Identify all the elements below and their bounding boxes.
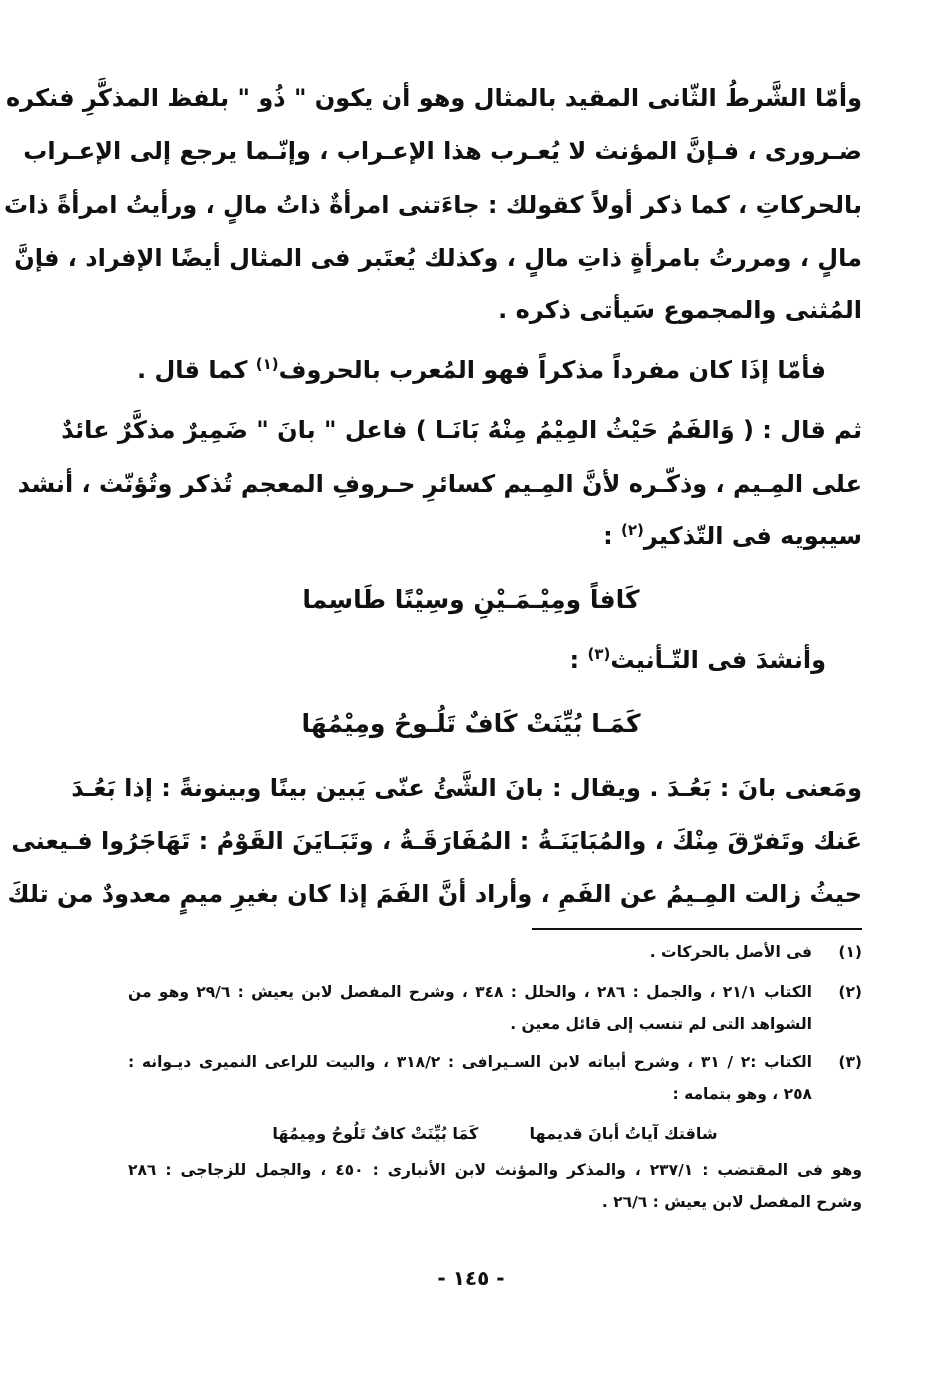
poem-verse: كَمَـا بُيِّنَتْ كَافٌ تَلُـوحُ ومِيْمُهَا	[301, 709, 641, 738]
footnote-text: ٢٥٨ ، وهو بتمامه :	[672, 1085, 812, 1103]
footnote-number: (٢)	[838, 983, 862, 1001]
body-line: وأمّا الشَّرطُ الثّانى المقيد بالمثال وهو أن يكون " ذُو " بلفظ المذكَّرِ فنكره	[6, 84, 862, 112]
body-line: على المِـيم ، وذكّـره لأنَّ المِـيم كسائرِ حـروفِ المعجم تُذكر وتُؤنّث ، أنشد	[17, 470, 862, 498]
footnote-verse	[128, 1120, 862, 1148]
footnote-text: فى الأصل بالحركات .	[649, 943, 812, 961]
footnote-number: (٣)	[838, 1053, 862, 1071]
body-text: :	[603, 522, 622, 550]
body-line: حيثُ زالت المِـيمُ عن الفَمِ ، وأراد أنَّ الفَمَ إذا كان بغيرِ ميمٍ معدودٌ من تلكَ	[7, 880, 862, 908]
body-text: كما قال .	[136, 356, 256, 384]
page-number: - ١٤٥ -	[437, 1266, 505, 1290]
footnote-divider	[532, 928, 862, 930]
body-text: سيبويه فى التّذكير	[643, 522, 862, 550]
footnote-text: الكتاب ٢١/١ ، والجمل : ٢٨٦ ، والحلل : ٣٤٨ ، وشرح المفصل لابن يعيش : ٢٩/٦ وهو من	[128, 983, 812, 1001]
footnote-ref: (١)	[255, 355, 279, 373]
body-line: عَنك وتَفرّقَ مِنْكَ ، والمُبَايَنَـةُ : المُفَارَقَـةُ ، وتَبَـايَنَ القَوْمُ : تَهَاجَرُوا فـيعنى	[11, 827, 862, 855]
body-line	[128, 518, 862, 554]
footnote-ref: (٣)	[587, 645, 611, 663]
body-line	[128, 352, 826, 388]
body-line: ضـرورى ، فـإنَّ المؤنث لا يُعـرب هذا الإعـراب ، وإنّـما يرجع إلى الإعـراب	[23, 137, 862, 165]
poem-verse: كَافاً ومِيْـمَـيْنِ وسِيْنًا طَاسِما	[302, 585, 640, 614]
footnote-ref: (٢)	[621, 521, 644, 539]
body-line: ثم قال : ( وَالفَمُ حَيْثُ المِيْمُ مِنْهُ بَانَـا ) فاعل " بانَ " ضَمِيرٌ مذكَّرٌ عائدٌ	[61, 416, 862, 444]
body-text: وأنشدَ فى التّـأنيث	[610, 646, 826, 674]
body-text: فأمّا إذَا كان مفرداً مذكراً فهو المُعرب بالحروف	[278, 356, 826, 384]
body-text: :	[569, 646, 588, 674]
body-line: ومَعنى بانَ : بَعُـدَ . ويقال : بانَ الشَّئُ عنّى يَبين بينًا وبينونةً : إذا بَعُـدَ	[71, 774, 862, 802]
footnote-text: وشرح المفصل لابن يعيش : ٢٦/٦ .	[601, 1193, 862, 1211]
footnote-number: (١)	[838, 943, 862, 961]
body-line: بالحركاتِ ، كما ذكر أولاً كقولك : جاءَتنى امرأةٌ ذاتُ مالٍ ، ورأيتُ امرأةً ذاتَ	[4, 191, 862, 219]
body-line: مالٍ ، ومررتُ بامرأةٍ ذاتِ مالٍ ، وكذلك يُعتَبر فى المثال أيضًا الإفراد ، فإنَّ	[14, 244, 862, 272]
footnote-text: الشواهد التى لم تنسب إلى قائل معين .	[510, 1015, 812, 1033]
footnote-text: وهو فى المقتضب : ٢٣٧/١ ، والمذكر والمؤنث لابن الأنبارى : ٤٥٠ ، والجمل للزجاجى : ٢٨٦	[128, 1161, 862, 1179]
body-line: المُثنى والمجموع سَيأتى ذكره .	[498, 296, 862, 324]
verse-hemistich: كَمَا بُيِّنَتْ كافٌ تَلُوحُ ومِيمُهَا	[272, 1124, 479, 1143]
footnote-text: الكتاب :٢ / ٣١ ، وشرح أبياته لابن السـيرافى : ٣١٨/٢ ، والبيت للراعى النميرى ديـوانه :	[128, 1053, 812, 1071]
verse-hemistich: شاقتك آياتُ أبانَ قديمها	[529, 1124, 718, 1143]
body-line	[128, 642, 826, 678]
